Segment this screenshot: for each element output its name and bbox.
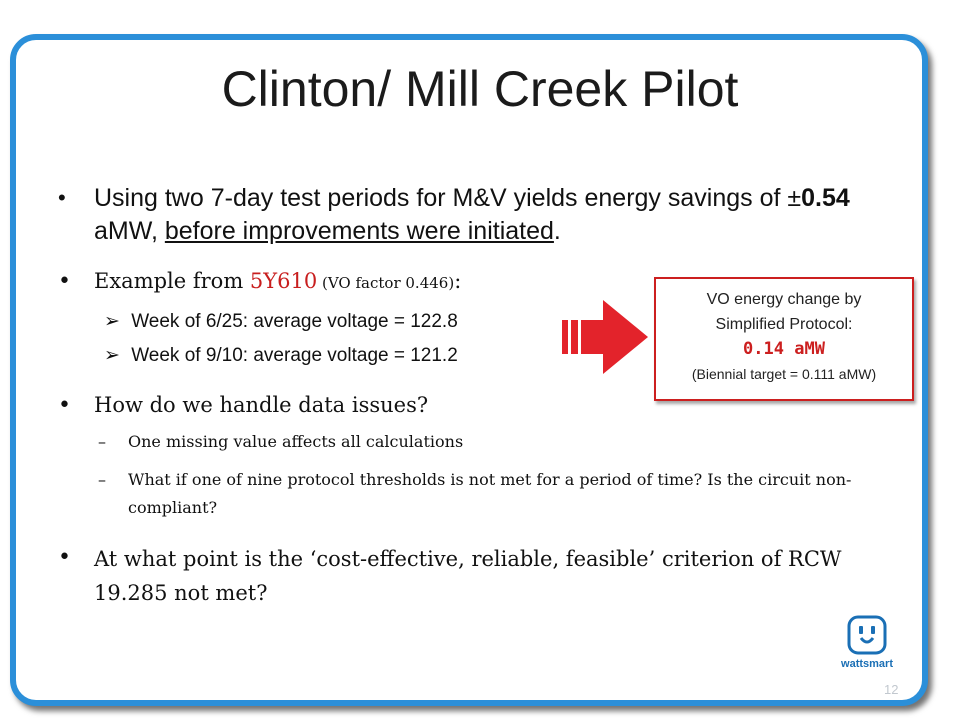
bullet-example-colon: : <box>454 269 462 293</box>
bullet-dot: • <box>58 545 71 570</box>
slide-title: Clinton/ Mill Creek Pilot <box>221 61 739 117</box>
bullet-savings-text: Using two 7-day test periods for M&V yields energy savings of ± <box>94 184 802 212</box>
vo-energy-callout <box>654 277 914 401</box>
bullet-savings-period: . <box>553 217 561 245</box>
sub-item-week1-text: Week of 6/25: average voltage = 122.8 <box>131 311 458 332</box>
sub-item-missing-text: One missing value affects all calculations <box>128 432 464 451</box>
vo-factor: (VO factor 0.446) <box>317 274 455 292</box>
logo-text: wattsmart <box>841 658 893 670</box>
callout-target: (Biennial target = 0.111 aMW) <box>691 366 877 382</box>
circuit-id: 5Y610 <box>249 269 318 293</box>
sub-item-thresholds-text: What if one of nine protocol thresholds is not met for a period of time? Is the circuit non-compliant? <box>128 470 852 517</box>
arrow-bullet-icon: ➢ <box>104 311 120 332</box>
red-arrow-icon <box>560 298 650 378</box>
bullet-dot: • <box>58 393 71 418</box>
sub-item-week2-text: Week of 9/10: average voltage = 121.2 <box>131 345 458 366</box>
outlet-icon <box>847 615 887 655</box>
page-number: 12 <box>884 682 899 697</box>
bullet-dot: • <box>58 269 71 294</box>
callout-line2: Simplified Protocol: <box>715 316 853 333</box>
wattsmart-logo <box>838 615 896 670</box>
sub-item-thresholds <box>98 466 868 522</box>
dash-bullet: – <box>98 432 106 451</box>
bullet-data-issues-text: How do we handle data issues? <box>94 393 429 417</box>
bullet-savings-underlined: before improvements were initiated <box>164 217 554 245</box>
bullet-savings-unit: aMW, <box>94 217 165 245</box>
callout-line1: VO energy change by <box>706 291 862 308</box>
bullet-rcw-text: At what point is the ‘cost-effective, reliable, feasible’ criterion of RCW 19.285 not met? <box>94 547 842 605</box>
arrow-bullet-icon: ➢ <box>104 345 120 366</box>
bullet-example-text: Example from <box>94 269 250 293</box>
callout-value: 0.14 aMW <box>743 339 825 359</box>
bullet-savings-value: 0.54 <box>801 184 850 212</box>
bullet-dot: • <box>58 185 66 210</box>
dash-bullet: – <box>98 470 106 489</box>
sub-item-missing <box>98 428 888 456</box>
